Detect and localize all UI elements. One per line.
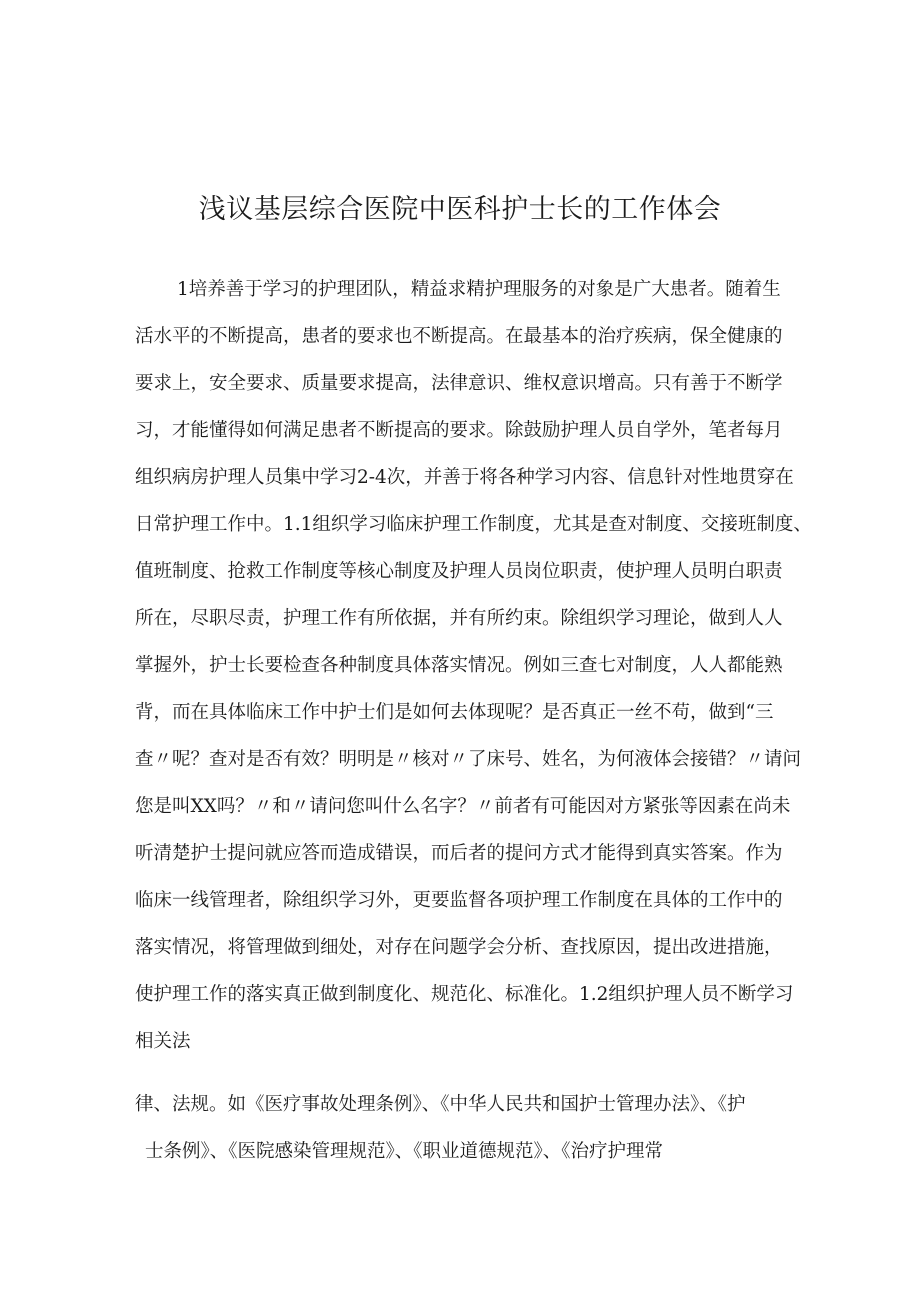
paragraph-line: 听清楚护士提问就应答而造成错误，而后者的提问方式才能得到真实答案。作为 [135,843,783,864]
paragraph-line: 使护理工作的落实真正做到制度化、规范化、标准化。1.2组织护理人员不断学习 [135,984,794,1005]
paragraph-line: 值班制度、抢救工作制度等核心制度及护理人员岗位职责，使护理人员明白职责 [135,561,783,582]
paragraph-line: 查〃呢？查对是否有效？明明是〃核对〃了床号、姓名，为何液体会接错？〃请问 [135,749,802,770]
paragraph-line: 要求上，安全要求、质量要求提高，法律意识、维权意识增高。只有善于不断学 [135,373,783,394]
paragraph-line: 日常护理工作中。1.1组织学习临床护理工作制度，尤其是查对制度、交接班制度、 [135,514,812,535]
paragraph-line: 相关法 [135,1031,191,1052]
document-body [135,266,812,1175]
paragraph-line: 1培养善于学习的护理团队，精益求精护理服务的对象是广大患者。随着生 [177,279,781,300]
paragraph-line: 落实情况，将管理做到细处，对存在问题学会分析、查找原因，提出改进措施， [135,937,783,958]
paragraph-line: 习，才能懂得如何满足患者不断提高的要求。除鼓励护理人员自学外，笔者每月 [135,420,783,441]
paragraph-line: 掌握外，护士长要检查各种制度具体落实情况。例如三查七对制度，人人都能熟 [135,655,783,676]
paragraph-line: 所在，尽职尽责，护理工作有所依据，并有所约束。除组织学习理论，做到人人 [135,608,783,629]
paragraph-line: 临床一线管理者，除组织学习外，更要监督各项护理工作制度在具体的工作中的 [135,890,783,911]
paragraph-gap [135,1065,795,1081]
paragraph-line: 背，而在具体临床工作中护士们是如何去体现呢？是否真正一丝不苟，做到“三 [135,702,774,723]
document-title: 浅议基层综合医院中医科护士长的工作体会 [198,194,722,225]
paragraph-line: 律、法规。如《医疗事故处理条例》、《中华人民共和国护士管理办法》、《护 [135,1094,746,1115]
paragraph-line: 组织病房护理人员集中学习2-4次，并善于将各种学习内容、信息针对性地贯穿在 [135,467,794,488]
paragraph-line: 活水平的不断提高，患者的要求也不断提高。在最基本的治疗疾病，保全健康的 [135,326,783,347]
paragraph-line: 您是叫XX吗？〃和〃请问您叫什么名字？〃前者有可能因对方紧张等因素在尚未 [135,796,791,817]
paragraph-line: 士条例》、《医院感染管理规范》、《职业道德规范》、《治疗护理常 [145,1141,664,1162]
